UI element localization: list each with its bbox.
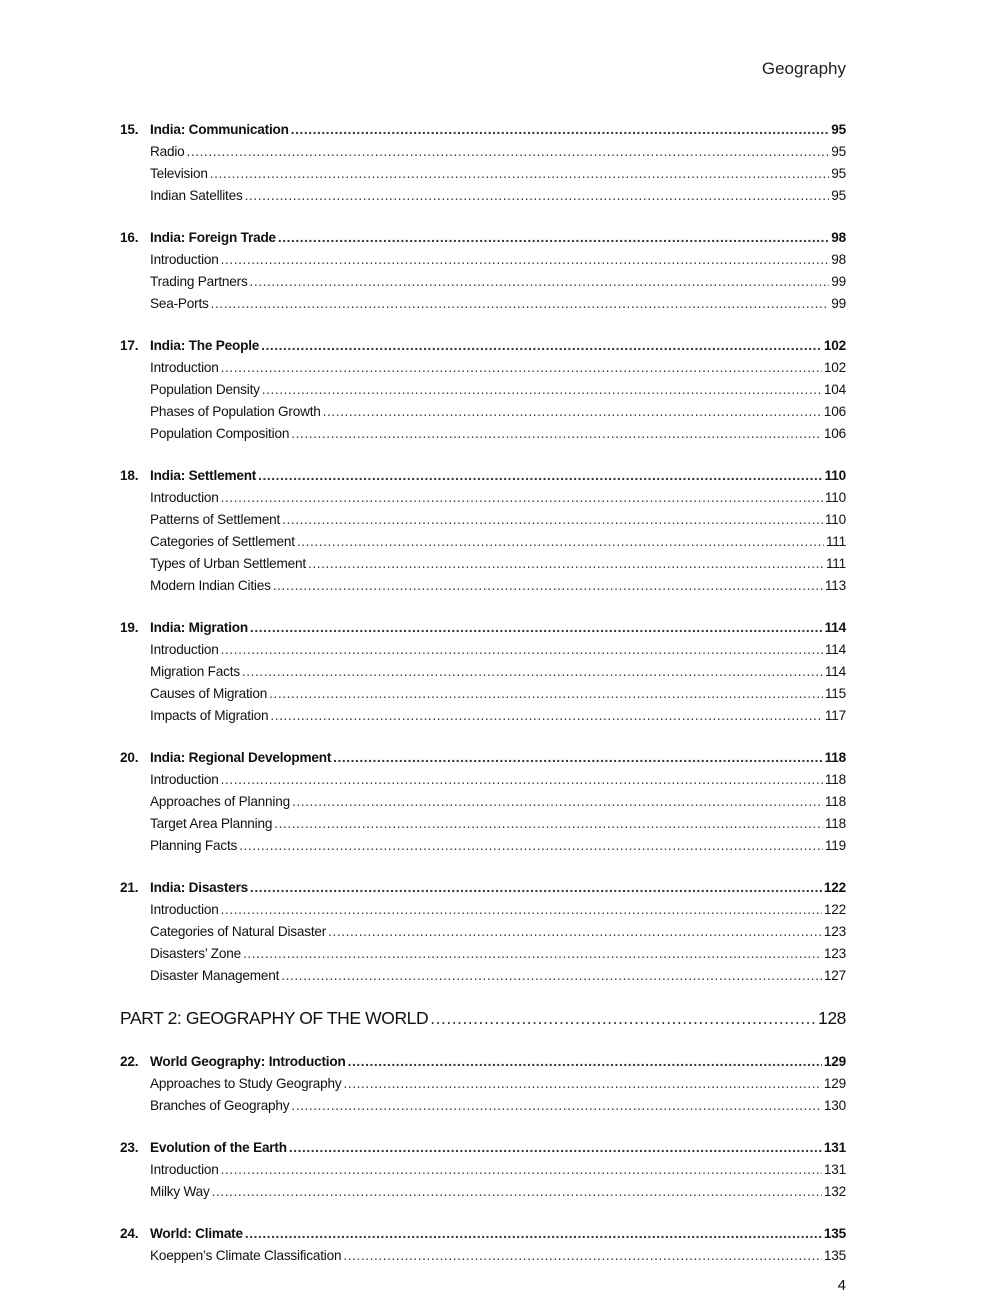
section-page: 111 [825,534,846,549]
section-page: 98 [831,252,846,267]
dot-leader [258,465,823,487]
section-page: 131 [823,1162,846,1177]
section-page: 123 [823,924,846,939]
chapter-page: 129 [823,1054,846,1069]
chapter-title: World Geography: Introduction [150,1054,346,1069]
dot-leader [212,1181,822,1203]
dot-leader [221,899,822,921]
dot-leader [291,1095,822,1117]
section-page: 129 [823,1076,846,1091]
chapter-page: 122 [823,880,846,895]
chapter-title: India: Disasters [150,880,249,895]
section-page: 102 [823,360,846,375]
section-page: 99 [831,296,846,311]
chapter-title: India: Migration [150,620,248,635]
chapter-title: India: Settlement [150,468,257,483]
toc-chapter-entry[interactable] [120,1223,846,1245]
toc-section-entry[interactable] [120,683,846,705]
chapter-title: World: Climate [150,1226,243,1241]
toc-chapter-entry[interactable] [120,227,846,249]
dot-leader [274,813,823,835]
chapter-page: 95 [831,122,846,137]
toc-section-entry[interactable] [120,661,846,683]
section-title: Approaches to Study Geography [150,1076,342,1091]
section-title: Branches of Geography [150,1098,290,1113]
chapter-number: 22. [120,1054,139,1069]
toc-section-entry[interactable] [120,293,846,315]
toc-section-entry[interactable] [120,185,846,207]
chapter-page: 98 [831,230,846,245]
dot-leader [250,271,830,293]
section-title: Radio [150,144,185,159]
toc-section-entry[interactable] [120,899,846,921]
dot-leader [297,531,824,553]
dot-leader [221,639,823,661]
section-page: 118 [824,794,846,809]
section-page: 106 [823,426,846,441]
section-page: 123 [823,946,846,961]
toc-section-entry[interactable] [120,487,846,509]
chapter-number: 23. [120,1140,139,1155]
section-title: Trading Partners [150,274,248,289]
toc-chapter-entry[interactable] [120,617,846,639]
section-title: Introduction [150,360,219,375]
dot-leader [269,683,823,705]
dot-leader [343,1073,821,1095]
dot-leader [328,921,822,943]
dot-leader [221,487,823,509]
section-title: Categories of Settlement [150,534,295,549]
section-page: 127 [823,968,846,983]
toc-section-entry[interactable] [120,1245,846,1267]
section-title: Categories of Natural Disaster [150,924,327,939]
section-title: Target Area Planning [150,816,273,831]
dot-leader [282,509,823,531]
toc-section-entry[interactable] [120,943,846,965]
chapter-number: 17. [120,338,139,353]
dot-leader [291,119,830,141]
chapter-page: 110 [824,468,846,483]
section-title: Introduction [150,1162,219,1177]
section-title: Patterns of Settlement [150,512,281,527]
section-title: Disaster Management [150,968,280,983]
dot-leader [333,747,822,769]
toc-section-entry[interactable] [120,1095,846,1117]
section-page: 135 [823,1248,846,1263]
dot-leader [239,835,823,857]
dot-leader [243,943,822,965]
section-page: 95 [831,144,846,159]
section-page: 113 [824,578,846,593]
dot-leader [210,163,830,185]
toc-section-entry[interactable] [120,835,846,857]
part-page: 128 [818,1008,846,1028]
toc-chapter-entry[interactable] [120,1137,846,1159]
toc-chapter-group [120,1051,846,1117]
toc-section-entry[interactable] [120,769,846,791]
chapter-number: 16. [120,230,139,245]
toc-chapter-entry[interactable] [120,335,846,357]
toc-chapter-group [120,1137,846,1203]
dot-leader [348,1051,822,1073]
chapter-page: 131 [823,1140,846,1155]
toc-chapter-group [120,877,846,987]
toc-section-entry[interactable] [120,639,846,661]
section-title: Causes of Migration [150,686,268,701]
chapter-number: 15. [120,122,139,137]
section-title: Phases of Population Growth [150,404,321,419]
table-of-contents [120,119,846,1287]
toc-part-heading[interactable] [120,1007,846,1029]
section-title: Television [150,166,208,181]
section-page: 119 [824,838,846,853]
dot-leader [187,141,830,163]
chapter-title: India: Foreign Trade [150,230,276,245]
toc-section-entry[interactable] [120,423,846,445]
section-title: Population Composition [150,426,290,441]
dot-leader [221,769,823,791]
section-page: 114 [824,642,846,657]
dot-leader [278,227,829,249]
section-page: 118 [824,772,846,787]
section-page: 104 [823,382,846,397]
section-title: Introduction [150,490,219,505]
dot-leader [221,1159,822,1181]
dot-leader [245,1223,822,1245]
dot-leader [262,379,822,401]
toc-section-entry[interactable] [120,249,846,271]
dot-leader [270,705,823,727]
toc-chapter-group [120,617,846,727]
toc-section-entry[interactable] [120,509,846,531]
toc-section-entry[interactable] [120,531,846,553]
toc-section-entry[interactable] [120,379,846,401]
chapter-number: 20. [120,750,139,765]
dot-leader [308,553,824,575]
section-title: Koeppen’s Climate Classification [150,1248,342,1263]
section-title: Impacts of Migration [150,708,269,723]
part-title: PART 2: GEOGRAPHY OF THE WORLD [120,1008,429,1028]
section-title: Migration Facts [150,664,240,679]
toc-section-entry[interactable] [120,141,846,163]
chapter-number: 18. [120,468,139,483]
toc-chapter-entry[interactable] [120,119,846,141]
section-title: Indian Satellites [150,188,243,203]
dot-leader [261,335,822,357]
section-title: Introduction [150,642,219,657]
toc-chapter-group [120,227,846,315]
page-number: 4 [837,1277,846,1294]
chapter-title: India: Communication [150,122,289,137]
toc-section-entry[interactable] [120,553,846,575]
toc-chapter-entry[interactable] [120,1051,846,1073]
chapter-page: 135 [823,1226,846,1241]
section-page: 114 [824,664,846,679]
dot-leader [281,965,822,987]
dot-leader [245,185,830,207]
section-page: 111 [825,556,846,571]
dot-leader [323,401,822,423]
dot-leader [242,661,823,683]
toc-section-entry[interactable] [120,1073,846,1095]
dot-leader [211,293,830,315]
section-title: Introduction [150,902,219,917]
section-title: Types of Urban Settlement [150,556,306,571]
toc-section-entry[interactable] [120,921,846,943]
dot-leader [292,791,823,813]
section-page: 115 [824,686,846,701]
dot-leader [343,1245,822,1267]
dot-leader [430,1007,816,1029]
dot-leader [273,575,823,597]
section-title: Approaches of Planning [150,794,290,809]
section-title: Modern Indian Cities [150,578,271,593]
section-page: 118 [824,816,846,831]
section-page: 99 [831,274,846,289]
chapter-page: 102 [823,338,846,353]
dot-leader [250,617,823,639]
chapter-number: 24. [120,1226,139,1241]
toc-chapter-group [120,335,846,445]
toc-section-entry[interactable] [120,401,846,423]
chapter-title: India: Regional Development [150,750,332,765]
toc-section-entry[interactable] [120,575,846,597]
running-header: Geography [761,59,846,78]
toc-section-entry[interactable] [120,1181,846,1203]
section-title: Disasters’ Zone [150,946,241,961]
dot-leader [221,357,822,379]
section-page: 110 [824,512,846,527]
section-title: Milky Way [150,1184,210,1199]
toc-section-entry[interactable] [120,791,846,813]
dot-leader [221,249,830,271]
toc-chapter-group [120,119,846,207]
dot-leader [250,877,822,899]
section-page: 132 [823,1184,846,1199]
toc-section-entry[interactable] [120,357,846,379]
chapter-number: 21. [120,880,139,895]
section-page: 95 [831,188,846,203]
chapter-page: 114 [824,620,846,635]
section-page: 95 [831,166,846,181]
dot-leader [291,423,822,445]
chapter-number: 19. [120,620,139,635]
toc-chapter-group [120,465,846,597]
section-title: Introduction [150,252,219,267]
toc-section-entry[interactable] [120,705,846,727]
toc-chapter-group [120,1223,846,1267]
section-title: Introduction [150,772,219,787]
section-title: Planning Facts [150,838,238,853]
section-title: Population Density [150,382,260,397]
chapter-page: 118 [824,750,846,765]
section-page: 130 [823,1098,846,1113]
section-page: 106 [823,404,846,419]
toc-section-entry[interactable] [120,1159,846,1181]
section-title: Sea-Ports [150,296,209,311]
toc-chapter-entry[interactable] [120,747,846,769]
section-page: 110 [824,490,846,505]
section-page: 122 [823,902,846,917]
toc-chapter-group [120,747,846,857]
toc-section-entry[interactable] [120,813,846,835]
dot-leader [289,1137,822,1159]
toc-section-entry[interactable] [120,163,846,185]
section-page: 117 [824,708,846,723]
chapter-title: India: The People [150,338,260,353]
chapter-title: Evolution of the Earth [150,1140,287,1155]
toc-chapter-entry[interactable] [120,877,846,899]
toc-chapter-entry[interactable] [120,465,846,487]
toc-section-entry[interactable] [120,965,846,987]
toc-section-entry[interactable] [120,271,846,293]
